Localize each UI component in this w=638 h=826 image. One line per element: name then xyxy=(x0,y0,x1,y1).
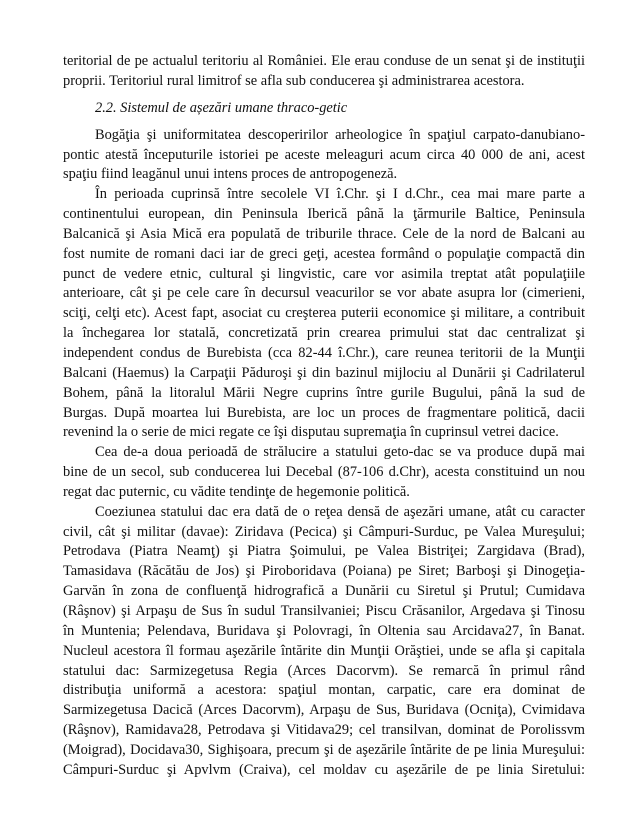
body-line: Nucleul acestora îl formau aşezările întărite din Munţii Orăştiei, unde se afla şi capitala xyxy=(63,643,585,659)
body-line: (Moigrad), Docidava30, Sighişoara, precum şi de aşezările întărite de pe linia Mureşului: xyxy=(63,742,585,758)
body-line: la închegarea lor statală, concretizată prin crearea primului stat dac centralizat şi xyxy=(63,325,585,341)
body-line: Bogăţia şi uniformitatea descoperirilor arheologice în spaţiul carpato-danubiano- xyxy=(95,127,585,143)
body-line: anterioare, cât şi pe cele care în decursul veacurilor se vor abate asupra lor (cimerieni, xyxy=(63,285,585,301)
body-line: pontic atestă începuturile istoriei pe aceste meleaguri acum circa 40 000 de ani, acest xyxy=(63,147,585,163)
body-line: (Râşnov), Ramidava28, Petrodava şi Vitidava29; cel transilvan, dominat de Porolissvm xyxy=(63,722,585,738)
body-line: Burgas. După moartea lui Burebista, are loc un proces de fragmentare politică, dacii xyxy=(63,405,585,421)
body-line: distribuţia uniformă a acestora: spaţiul montan, carpatic, care era dominat de xyxy=(63,682,585,698)
body-line: Petrodava (Piatra Neamţ) şi Piatra Şoimului, pe Valea Bistriţei; Zargidava (Brad), xyxy=(63,543,585,559)
section-heading: 2.2. Sistemul de așezări umane thraco-getic xyxy=(95,100,348,116)
body-line: bine de un secol, sub conducerea lui Decebal (87-106 d.Chr), acesta constituind un nou xyxy=(63,464,585,480)
body-line: spaţiu fiind leagănul unui intens proces de antropogeneză. xyxy=(63,166,398,182)
body-line: în Muntenia; Pelendava, Buridava şi Polovragi, în Oltenia sau Arcidava27, în Banat. xyxy=(63,623,585,639)
body-line: civil, cât şi militar (davae): Ziridava (Pecica) şi Câmpuri-Surduc, pe Valea Mureşului; xyxy=(63,524,585,540)
body-line: Bohem, până la litoralul Mării Negre cuprins între gurile Bugului, până la sud de xyxy=(63,385,585,401)
body-line: În perioada cuprinsă între secolele VI î.Chr. şi I d.Chr., cea mai mare parte a xyxy=(95,186,585,202)
body-line: revenind la o serie de mici regate ce îşi disputau supremaţia în cuprinsul vetrei dacice. xyxy=(63,424,559,440)
body-line: sciţi, celţi etc). Acest fapt, asociat cu creşterea puterii economice şi militare, a contribuit xyxy=(63,305,585,321)
body-line: Garvăn în zona de confluenţă hidrografică a Dunării cu Siretul şi Prutul; Cumidava xyxy=(63,583,585,599)
body-line: independent condus de Burebista (cca 82-44 î.Chr.), care reunea teritorii de la Munţii xyxy=(63,345,585,361)
body-line: Cea de-a doua perioadă de strălucire a statului geto-dac se va produce după mai xyxy=(95,444,585,460)
body-line: Balcani (Haemus) la Carpaţii Păduroşi şi din bazinul mijlociu al Dunării şi Cadrilaterul xyxy=(63,365,585,381)
body-line: statului dac: Sarmizegetusa Regia (Arces Dacorvm). Se remarcă în primul rând xyxy=(63,663,585,679)
body-line: Sarmizegetusa Dacică (Arces Dacorvm), Arpaşu de Sus, Buridava (Ocniţa), Cvimidava xyxy=(63,702,585,718)
body-line: punct de vedere etnic, cultural şi lingvistic, care vor asimila treptat atât populaţiile xyxy=(63,266,585,282)
body-line: Tamasidava (Răcătău de Jos) şi Piroboridava (Poiana) pe Siret; Barboşi şi Dinogeţia- xyxy=(63,563,585,579)
body-line: proprii. Teritoriul rural limitrof se afla sub conducerea şi administrarea acestora. xyxy=(63,73,525,89)
body-line: continentului european, din Peninsula Iberică până la ţărmurile Baltice, Peninsula xyxy=(63,206,585,222)
body-line: regat dac puternic, cu vădite tendinţe de hegemonie politică. xyxy=(63,484,410,500)
body-line: Balcanică şi Asia Mică era populată de triburile thrace. Cele de la nord de Balcani au xyxy=(63,226,585,242)
body-line: fost numite de romani daci iar de greci geţi, acestea formând o populaţie compactă din xyxy=(63,246,585,262)
body-line: Câmpuri-Surduc şi Apvlvm (Craiva), cel moldav cu aşezările de pe linia Siretului: xyxy=(63,762,585,778)
body-line: (Râşnov) şi Arpaşu de Sus în sudul Transilvaniei; Piscu Crăsanilor, Argedava şi Tinosu xyxy=(63,603,585,619)
body-line: Coeziunea statului dac era dată de o reţea densă de aşezări umane, atât cu caracter xyxy=(95,504,585,520)
body-line: teritorial de pe actualul teritoriu al României. Ele erau conduse de un senat şi de instituţii xyxy=(63,53,585,69)
